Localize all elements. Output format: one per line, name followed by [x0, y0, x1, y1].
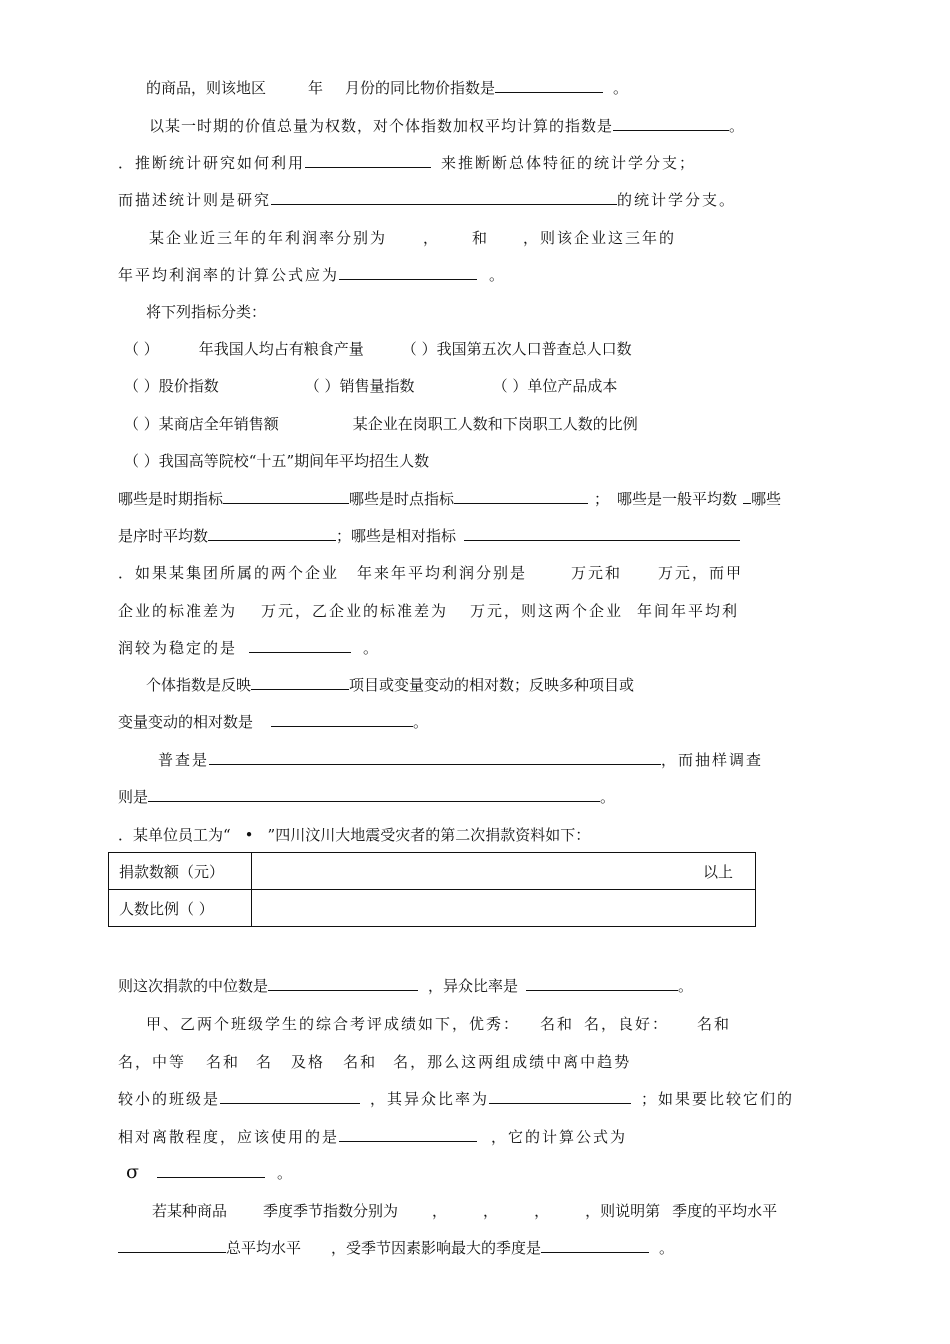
answer-blank[interactable] [209, 750, 661, 765]
answer-blank[interactable] [118, 1238, 226, 1253]
headcount-ratio-value [252, 890, 756, 927]
answer-blank[interactable] [541, 1238, 649, 1253]
answer-blank[interactable] [223, 489, 349, 504]
line-14: ．如果某集团所属的两个企业 年来年平均利润分别是 万元和 万元，而甲 [118, 564, 744, 582]
answer-blank[interactable] [220, 1089, 360, 1104]
line-9: （ ）股价指数 （ ）销售量指数 （ ）单位产品成本 [124, 377, 618, 395]
line-12: 哪些是时期指标 哪些是时点指标 ； 哪些是一般平均数 哪些 [118, 490, 782, 508]
donation-amount-label: 捐款数额（元） [109, 853, 252, 890]
line-23: 甲、乙两个班级学生的综合考评成绩如下，优秀： 名和 名，良好： 名和 [146, 1015, 732, 1033]
answer-blank[interactable] [157, 1163, 265, 1178]
line-1: 的商品，则该地区 年 月份的同比物价指数是 。 [146, 79, 629, 97]
line-24: 名，中等 名和 名 及格 名和 名，那么这两组成绩中离中趋势 [118, 1053, 632, 1071]
donation-amount-value: 以上 [252, 853, 756, 890]
answer-blank[interactable] [251, 675, 349, 690]
answer-blank[interactable] [271, 712, 413, 727]
line-16: 润较为稳定的是 。 [118, 639, 381, 657]
line-29: 总平均水平 ，受季节因素影响最大的季度是 。 [118, 1238, 674, 1258]
line-28: 若某种商品 季度季节指数分别为 ， ， ， ，则说明第 季度的平均水平 [152, 1202, 778, 1220]
line-10: （ ）某商店全年销售额 某企业在岗职工人数和下岗职工人数的比例 [124, 415, 638, 433]
answer-blank[interactable] [464, 526, 740, 541]
answer-blank[interactable] [208, 526, 336, 541]
answer-blank[interactable] [148, 787, 600, 802]
answer-blank[interactable] [268, 976, 418, 991]
answer-blank[interactable] [339, 1127, 477, 1142]
line-26: 相对离散程度，应该使用的是 ，它的计算公式为 [118, 1128, 628, 1146]
answer-blank[interactable] [743, 489, 751, 504]
answer-blank[interactable] [495, 78, 603, 93]
line-27: σ 。 [126, 1161, 292, 1183]
table-row [109, 890, 756, 927]
answer-blank[interactable] [613, 116, 729, 131]
donation-table [108, 852, 756, 927]
headcount-ratio-label: 人数比例（ ） [109, 890, 252, 927]
sigma-symbol: σ [126, 1161, 139, 1183]
answer-blank[interactable] [489, 1089, 631, 1104]
line-22: 则这次捐款的中位数是 ，异众比率是 。 [118, 977, 694, 995]
line-8: （ ） 年我国人均占有粮食产量 （ ）我国第五次人口普查总人口数 [124, 340, 632, 358]
line-18: 变量变动的相对数是 。 [118, 713, 429, 731]
line-5: 某企业近三年的年利润率分别为 ， 和 ，则该企业这三年的 [149, 229, 677, 247]
answer-blank[interactable] [305, 153, 431, 168]
line-15: 企业的标准差为 万元，乙企业的标准差为 万元，则这两个企业 年间年平均利 [118, 602, 740, 620]
line-4: 而描述统计则是研究 的统计学分支。 [118, 191, 737, 209]
line-21: ．某单位员工为“ • ”四川汶川大地震受灾者的第二次捐款资料如下： [118, 826, 591, 844]
table-row [109, 853, 756, 890]
line-7: 将下列指标分类： [146, 303, 267, 321]
line-6: 年平均利润率的计算公式应为 。 [118, 266, 507, 284]
line-17: 个体指数是反映 项目或变量变动的相对数；反映多种项目或 [146, 676, 635, 694]
answer-blank[interactable] [271, 190, 617, 205]
line-11: （ ）我国高等院校“十五”期间年平均招生人数 [124, 452, 430, 470]
line-2: 以某一时期的价值总量为权数，对个体指数加权平均计算的指数是 。 [149, 117, 746, 135]
line-19: 普查是 ，而抽样调查 [158, 751, 764, 769]
answer-blank[interactable] [339, 265, 477, 280]
line-20: 则是 。 [118, 788, 616, 806]
line-25: 较小的班级是 ，其异众比率为 ；如果要比较它们的 [118, 1090, 795, 1108]
answer-blank[interactable] [526, 976, 678, 991]
answer-blank[interactable] [454, 489, 588, 504]
answer-blank[interactable] [249, 638, 351, 653]
line-13: 是序时平均数 ；哪些是相对指标 [118, 526, 740, 546]
line-3: ．推断统计研究如何利用 来推断断总体特征的统计学分支； [118, 154, 697, 172]
